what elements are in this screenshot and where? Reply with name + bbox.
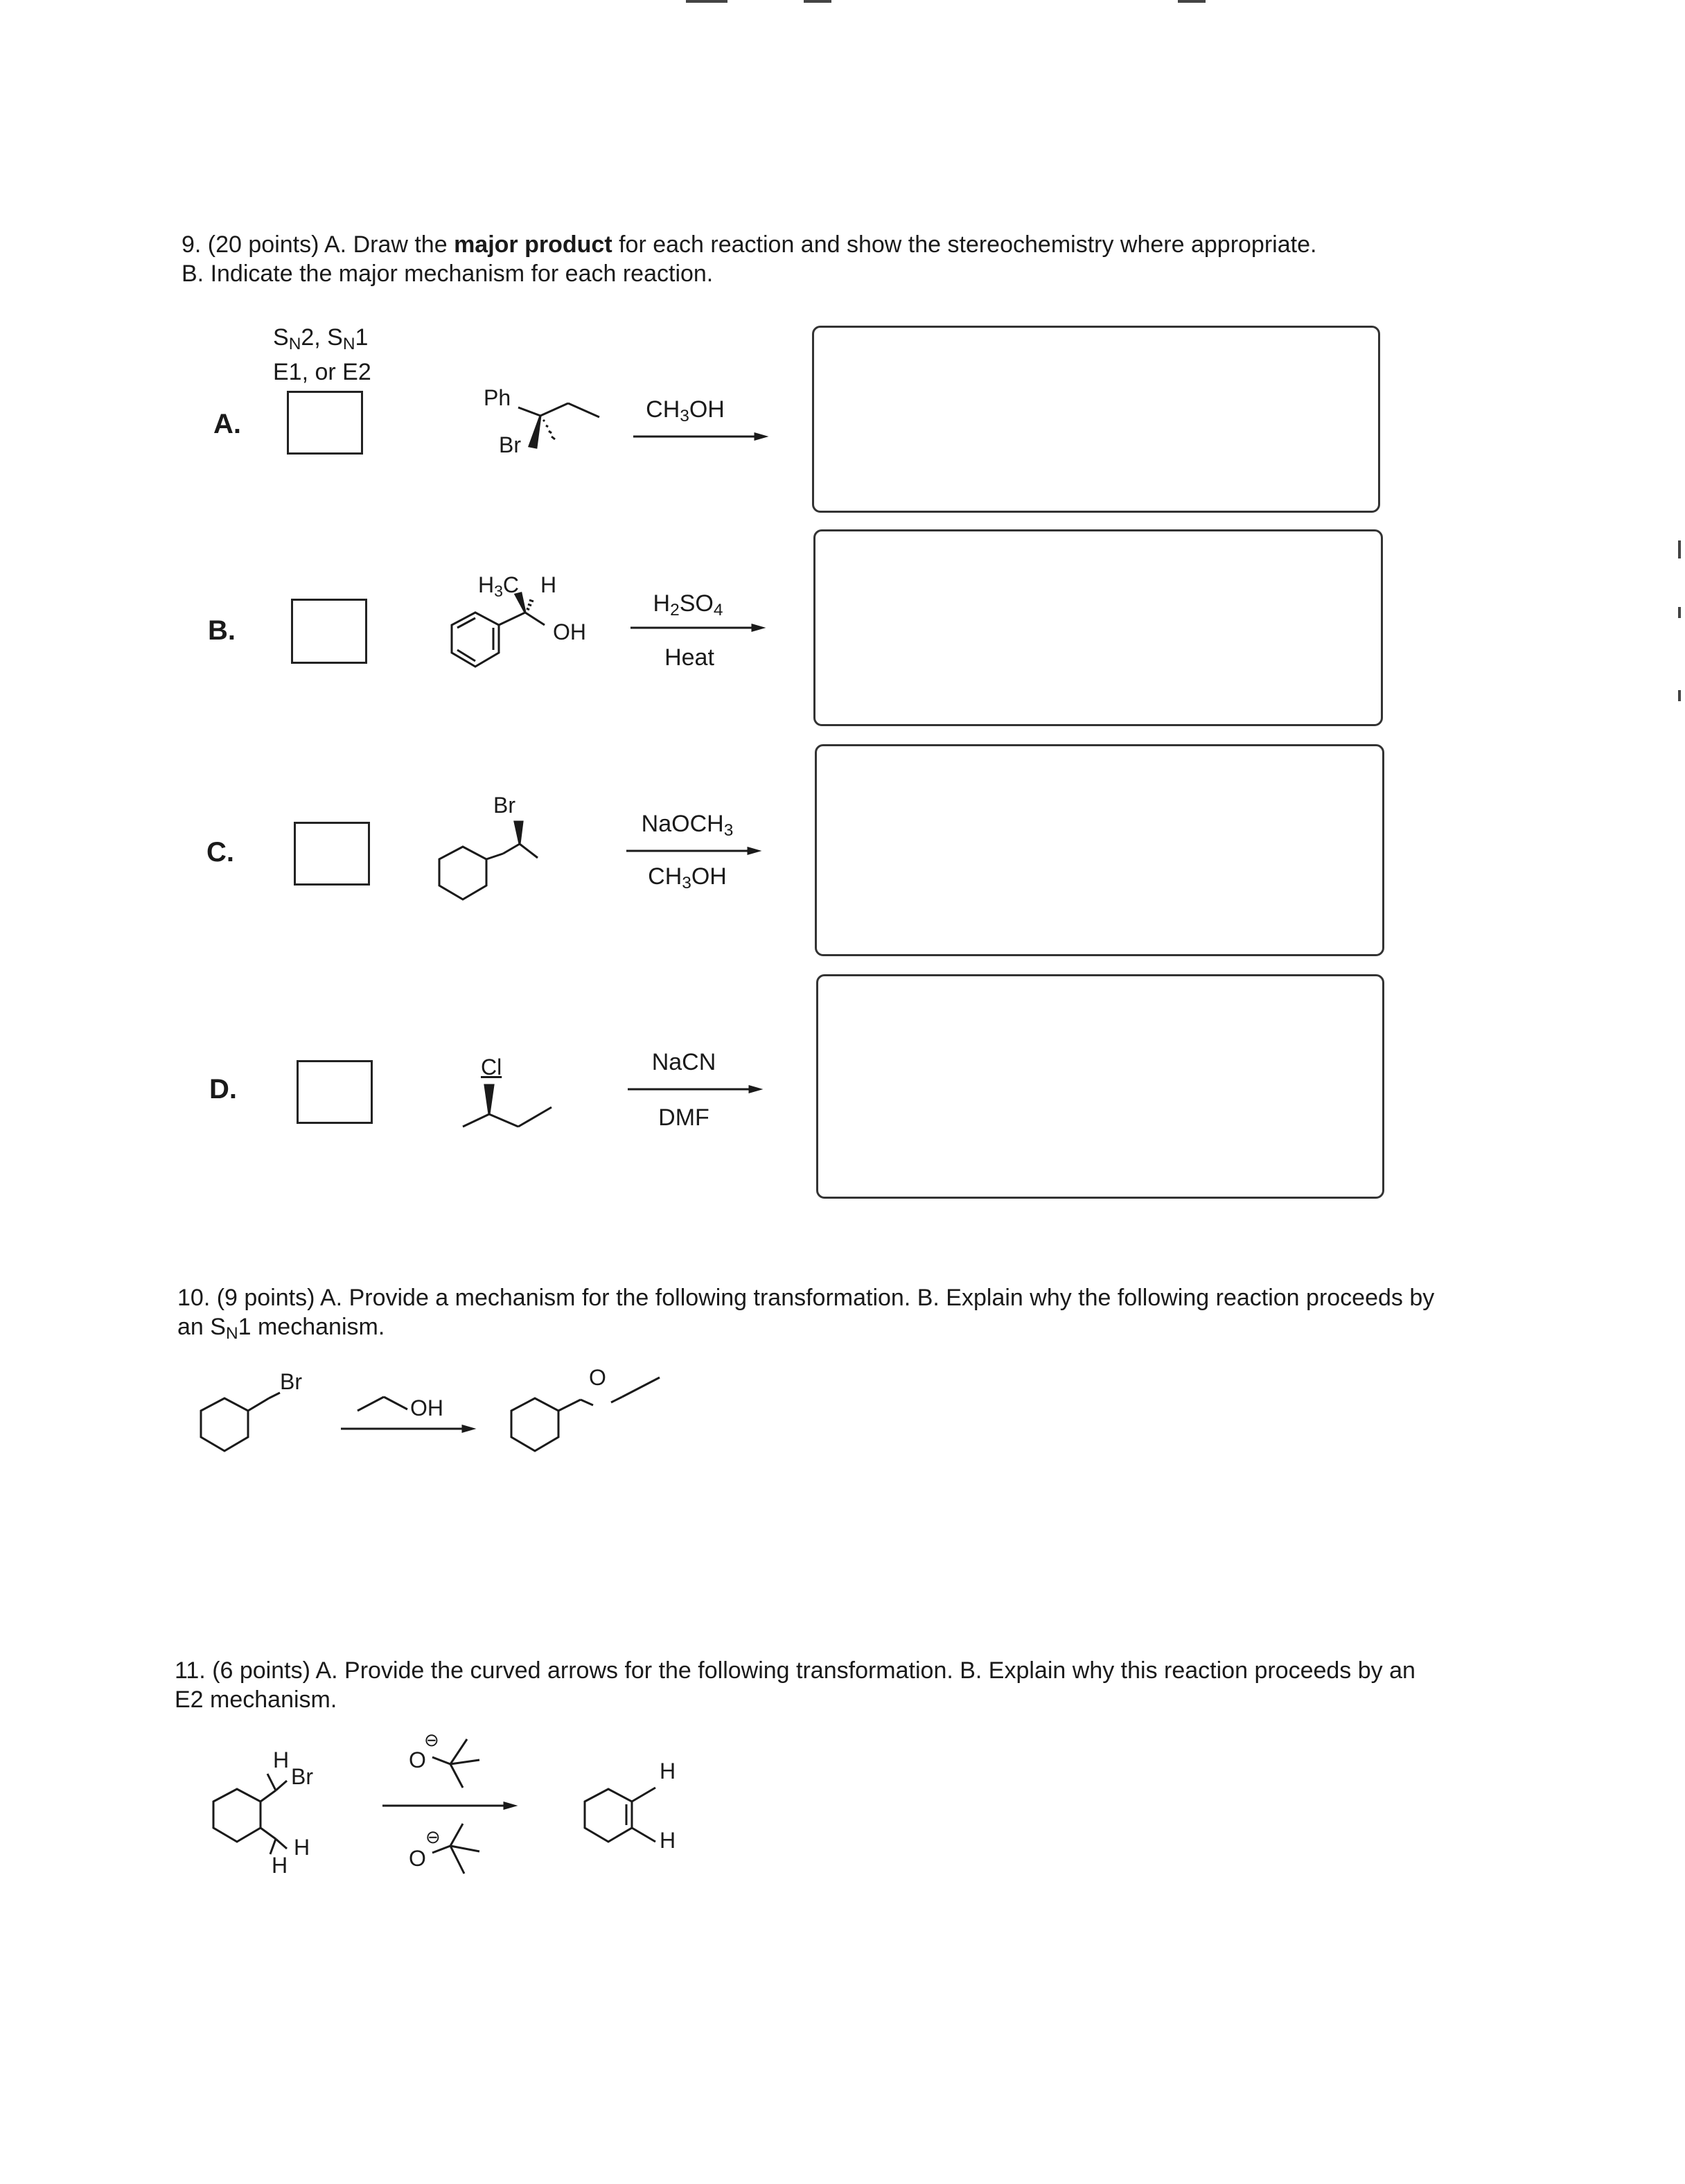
row-b-reagent-above: $H_2SO_4$: [653, 590, 723, 620]
arrow-head: [463, 1426, 473, 1432]
wedge-bond: [529, 416, 540, 448]
bond: [540, 403, 568, 416]
cyclohexane-ring: [201, 1398, 248, 1451]
q11-product: [572, 1760, 697, 1871]
answer-box-d[interactable]: [816, 974, 1384, 1199]
q9-line1-bold: major product: [454, 231, 612, 258]
q11-base-bottom-charge: ⊖: [425, 1826, 441, 1847]
mech-header-mid: 2, S: [301, 324, 343, 351]
arrow-head: [752, 625, 762, 631]
hash-bond: [543, 420, 555, 439]
row-c-arrow: [624, 844, 762, 858]
row-a-ph-label: Ph: [484, 385, 511, 410]
q9-instructions-line1: [182, 230, 1316, 259]
answer-box-c[interactable]: [815, 744, 1384, 956]
q11-h-bottom: H: [272, 1853, 288, 1878]
row-b-h-label: H: [540, 572, 557, 597]
cyclohexane-ring: [439, 847, 486, 899]
mech-header-end: 1: [355, 324, 369, 351]
bond: [267, 1774, 276, 1790]
q11-arrow: [380, 1799, 518, 1813]
scan-mark: [686, 0, 727, 3]
row-d-reagent-below: DMF: [658, 1104, 709, 1131]
bond: [581, 1400, 593, 1405]
q11-instructions-line2: E2 mechanism.: [175, 1687, 337, 1713]
q11-h-mid: H: [294, 1835, 310, 1860]
bond: [489, 1114, 518, 1127]
bond: [632, 1828, 655, 1842]
row-a-substrate: [457, 374, 624, 471]
aromatic-bond: [457, 650, 475, 661]
q10-line2-prefix: an S: [177, 1314, 226, 1340]
row-c-reagent-above: [632, 811, 743, 840]
benzene-ring: [452, 613, 499, 667]
row-b-h3c-label: [478, 572, 519, 601]
q10-line2-suffix: 1 mechanism.: [238, 1314, 385, 1340]
wedge-bond: [485, 1085, 493, 1114]
arrow-head: [750, 1086, 759, 1092]
q10-oh-label: OH: [410, 1395, 443, 1420]
row-label-d: D.: [209, 1074, 237, 1104]
bond: [518, 1107, 552, 1127]
row-a-reagent-above: $CH_3OH$: [646, 396, 725, 426]
row-d-cl-label: Cl: [481, 1055, 502, 1080]
cyclohexane-ring: [511, 1398, 558, 1451]
bond: [276, 1781, 287, 1790]
bond: [384, 1397, 407, 1409]
q10-arrow: [338, 1422, 477, 1436]
bond: [270, 1839, 276, 1854]
bond: [450, 1764, 463, 1788]
cyclohexane-ring: [213, 1789, 261, 1842]
mech-header-sub1: N: [288, 335, 301, 354]
answer-box-b[interactable]: [813, 529, 1383, 726]
cyclohexene-ring: [585, 1789, 632, 1842]
row-c-reagent-below: $CH_3OH$: [648, 863, 727, 893]
q11-product-h-top: H: [660, 1759, 676, 1784]
row-b-h3c-text: $H_3C$: [478, 572, 520, 600]
bond: [503, 844, 520, 854]
q10-line2-sub: N: [225, 1324, 238, 1344]
row-label-c: C.: [206, 837, 234, 868]
mech-header-s1: S: [273, 324, 289, 351]
scan-mark: [1678, 690, 1681, 701]
row-label-a: A.: [213, 409, 241, 439]
bond: [568, 403, 599, 417]
bond: [276, 1839, 287, 1849]
q9-line1-suffix: for each reaction and show the stereochemistry where appropriate.: [612, 231, 1317, 258]
bond: [450, 1739, 467, 1764]
q11-h-top: H: [273, 1747, 290, 1772]
bond: [518, 407, 540, 416]
row-d-reagent-above: NaCN: [651, 1049, 716, 1075]
q10-instructions-line2: [177, 1312, 385, 1348]
bond: [622, 1377, 660, 1397]
bond: [450, 1846, 479, 1851]
scan-mark: [1678, 540, 1681, 558]
arrow-head: [748, 848, 758, 854]
row-b-oh-label: OH: [553, 619, 586, 644]
q11-instructions-line1: 11. (6 points) A. Provide the curved arrows for the following transformation. B. Explain why this reaction proceeds by an: [175, 1657, 1415, 1684]
q10-br-label: Br: [280, 1369, 302, 1394]
q11-base-top-o: O: [409, 1747, 426, 1772]
bond: [450, 1846, 464, 1874]
bond: [450, 1824, 463, 1846]
answer-box-a[interactable]: [812, 326, 1380, 513]
bond: [520, 844, 538, 858]
row-d-substrate: [450, 1053, 589, 1136]
bond: [269, 1393, 280, 1398]
row-a-br-label: Br: [499, 432, 521, 457]
bond: [358, 1397, 384, 1411]
bond: [486, 854, 503, 859]
row-d-arrow: [625, 1082, 764, 1096]
row-c-reagent-above-text: NaOCH$_3$: [641, 811, 734, 840]
wedge-bond: [515, 822, 522, 844]
bond: [248, 1398, 269, 1411]
row-c-substrate: [402, 804, 554, 922]
mechanism-header: [273, 323, 368, 359]
row-a-arrow: [630, 430, 769, 443]
bond: [525, 613, 545, 625]
q9-line1-prefix: 9. (20 points) A. Draw the: [182, 231, 455, 258]
mechanism-box-c[interactable]: [294, 822, 370, 886]
scan-mark: [804, 0, 831, 3]
q9-instructions-line2: B. Indicate the major mechanism for each reaction.: [182, 261, 714, 287]
bond: [611, 1397, 622, 1402]
bond: [632, 1788, 655, 1802]
bond: [463, 1114, 489, 1127]
bond: [450, 1760, 479, 1764]
bond: [499, 613, 525, 625]
bond: [261, 1828, 276, 1839]
row-b-reagent-below: Heat: [664, 644, 714, 671]
bond: [261, 1790, 276, 1802]
q10-instructions-line1: 10. (9 points) A. Provide a mechanism for the following transformation. B. Explain why the following reaction proceeds by: [177, 1285, 1435, 1311]
hash-bond: [527, 600, 533, 610]
arrow-head: [755, 434, 765, 439]
q11-product-h-bottom: H: [660, 1828, 676, 1853]
mechanism-box-a[interactable]: [287, 391, 363, 455]
row-c-br-label: Br: [493, 793, 515, 818]
scan-mark: [1178, 0, 1206, 3]
q11-br-label: Br: [291, 1764, 313, 1789]
row-label-b: B.: [208, 615, 236, 646]
mechanism-header-line2: E1, or E2: [273, 359, 371, 385]
mechanism-box-b[interactable]: [291, 599, 367, 664]
arrow-head: [504, 1803, 514, 1808]
q10-o-label: O: [589, 1365, 606, 1390]
q11-base-bottom-o: O: [409, 1846, 426, 1871]
bond: [558, 1400, 581, 1411]
mech-header-sub2: N: [342, 335, 355, 354]
row-b-arrow: [628, 621, 766, 635]
q11-base-top-charge: ⊖: [424, 1729, 439, 1750]
scan-mark: [1678, 607, 1681, 618]
mechanism-box-d[interactable]: [297, 1060, 373, 1124]
bond: [432, 1757, 450, 1764]
